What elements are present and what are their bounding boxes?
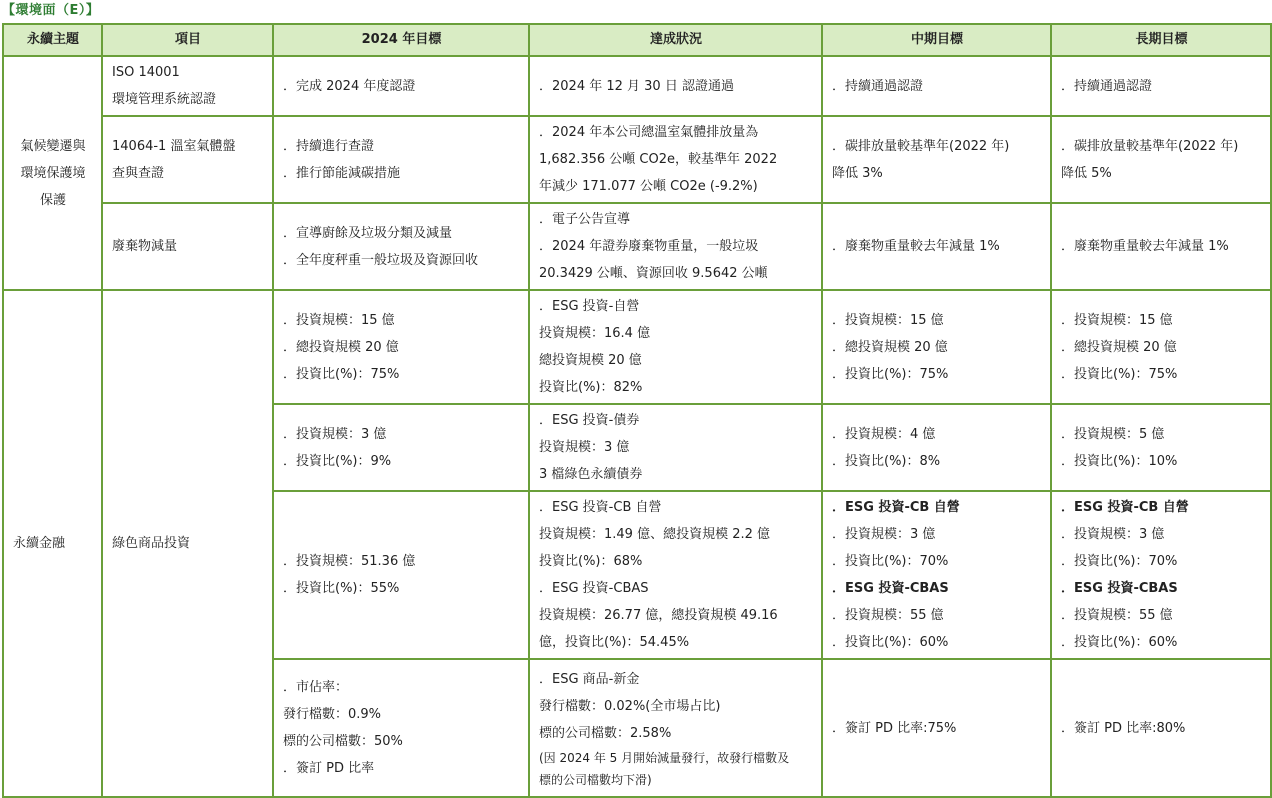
item-green-investment: 綠色商品投資 bbox=[102, 290, 273, 797]
long-cell: ．投資規模：5 億 ．投資比(%)：10% bbox=[1051, 404, 1271, 491]
header-target-2024: 2024 年目標 bbox=[273, 24, 529, 56]
mid-cell: ．簽訂 PD 比率:75% bbox=[822, 659, 1051, 797]
table-row bbox=[3, 290, 1271, 404]
header-mid-term: 中期目標 bbox=[822, 24, 1051, 56]
status-cell: ．2024 年本公司總溫室氣體排放量為 1,682.356 公噸 CO2e，較基準年 2022 年減少 171.077 公噸 CO2e (-9.2%) bbox=[529, 116, 822, 203]
target-cell: ．投資規模：15 億 ．總投資規模 20 億 ．投資比(%)：75% bbox=[273, 290, 529, 404]
target-cell: ．投資規模：51.36 億 ．投資比(%)：55% bbox=[273, 491, 529, 659]
mid-cell: ．投資規模：4 億 ．投資比(%)：8% bbox=[822, 404, 1051, 491]
theme-sustainable-finance: 永續金融 bbox=[3, 290, 102, 797]
mid-cell: ．ESG 投資-CB 自營 ．投資規模：3 億 ．投資比(%)：70% ．ESG 投資-CBAS ．投資規模：55 億 ．投資比(%)：60% bbox=[822, 491, 1051, 659]
target-cell: ．投資規模：3 億 ．投資比(%)：9% bbox=[273, 404, 529, 491]
section-title: 【環境面（E）】 bbox=[2, 3, 100, 18]
status-cell: ．ESG 投資-CB 自營 投資規模：1.49 億、總投資規模 2.2 億 投資比(%)：68% ．ESG 投資-CBAS 投資規模：26.77 億，總投資規模 49.16 億，投資比(%)：54.45% bbox=[529, 491, 822, 659]
mid-cell: ．投資規模：15 億 ．總投資規模 20 億 ．投資比(%)：75% bbox=[822, 290, 1051, 404]
mid-cell: ．廢棄物重量較去年減量 1% bbox=[822, 203, 1051, 290]
target-cell: ．市佔率： 發行檔數：0.9% 標的公司檔數：50% ．簽訂 PD 比率 bbox=[273, 659, 529, 797]
status-cell: ．ESG 投資-自營 投資規模：16.4 億 總投資規模 20 億 投資比(%)：82% bbox=[529, 290, 822, 404]
target-cell: ．完成 2024 年度認證 bbox=[273, 56, 529, 116]
long-cell: ．簽訂 PD 比率:80% bbox=[1051, 659, 1271, 797]
table-row bbox=[3, 56, 1271, 116]
status-cell: ．電子公告宣導 ．2024 年證券廢棄物重量，一般垃圾 20.3429 公噸、資源回收 9.5642 公噸 bbox=[529, 203, 822, 290]
status-cell: ．ESG 商品-新金 發行檔數：0.02%(全市場占比) 標的公司檔數：2.58% (因 2024 年 5 月開始減量發行，故發行檔數及 標的公司檔數均下滑) bbox=[529, 659, 822, 797]
table-row bbox=[3, 116, 1271, 203]
header-item: 項目 bbox=[102, 24, 273, 56]
target-cell: ．持續進行查證 ．推行節能減碳措施 bbox=[273, 116, 529, 203]
long-cell: ．持續通過認證 bbox=[1051, 56, 1271, 116]
header-long-term: 長期目標 bbox=[1051, 24, 1271, 56]
status-cell: ．2024 年 12 月 30 日 認證通過 bbox=[529, 56, 822, 116]
table-row bbox=[3, 203, 1271, 290]
header-theme: 永續主題 bbox=[3, 24, 102, 56]
mid-cell: ．持續通過認證 bbox=[822, 56, 1051, 116]
target-cell: ．宣導廚餘及垃圾分類及減量 ．全年度秤重一般垃圾及資源回收 bbox=[273, 203, 529, 290]
long-cell: ．廢棄物重量較去年減量 1% bbox=[1051, 203, 1271, 290]
environment-goals-table bbox=[2, 23, 1272, 798]
item-waste: 廢棄物減量 bbox=[102, 203, 273, 290]
theme-climate: 氣候變遷與 環境保護境 保護 bbox=[3, 56, 102, 290]
long-cell: ．投資規模：15 億 ．總投資規模 20 億 ．投資比(%)：75% bbox=[1051, 290, 1271, 404]
header-status: 達成狀況 bbox=[529, 24, 822, 56]
item-iso14001: ISO 14001 環境管理系統認證 bbox=[102, 56, 273, 116]
mid-cell: ．碳排放量較基準年(2022 年) 降低 3% bbox=[822, 116, 1051, 203]
long-cell: ．ESG 投資-CB 自營 ．投資規模：3 億 ．投資比(%)：70% ．ESG 投資-CBAS ．投資規模：55 億 ．投資比(%)：60% bbox=[1051, 491, 1271, 659]
status-cell: ．ESG 投資-債券 投資規模：3 億 3 檔綠色永續債券 bbox=[529, 404, 822, 491]
header-row bbox=[3, 24, 1271, 56]
item-ghg: 14064-1 溫室氣體盤 查與查證 bbox=[102, 116, 273, 203]
long-cell: ．碳排放量較基準年(2022 年) 降低 5% bbox=[1051, 116, 1271, 203]
